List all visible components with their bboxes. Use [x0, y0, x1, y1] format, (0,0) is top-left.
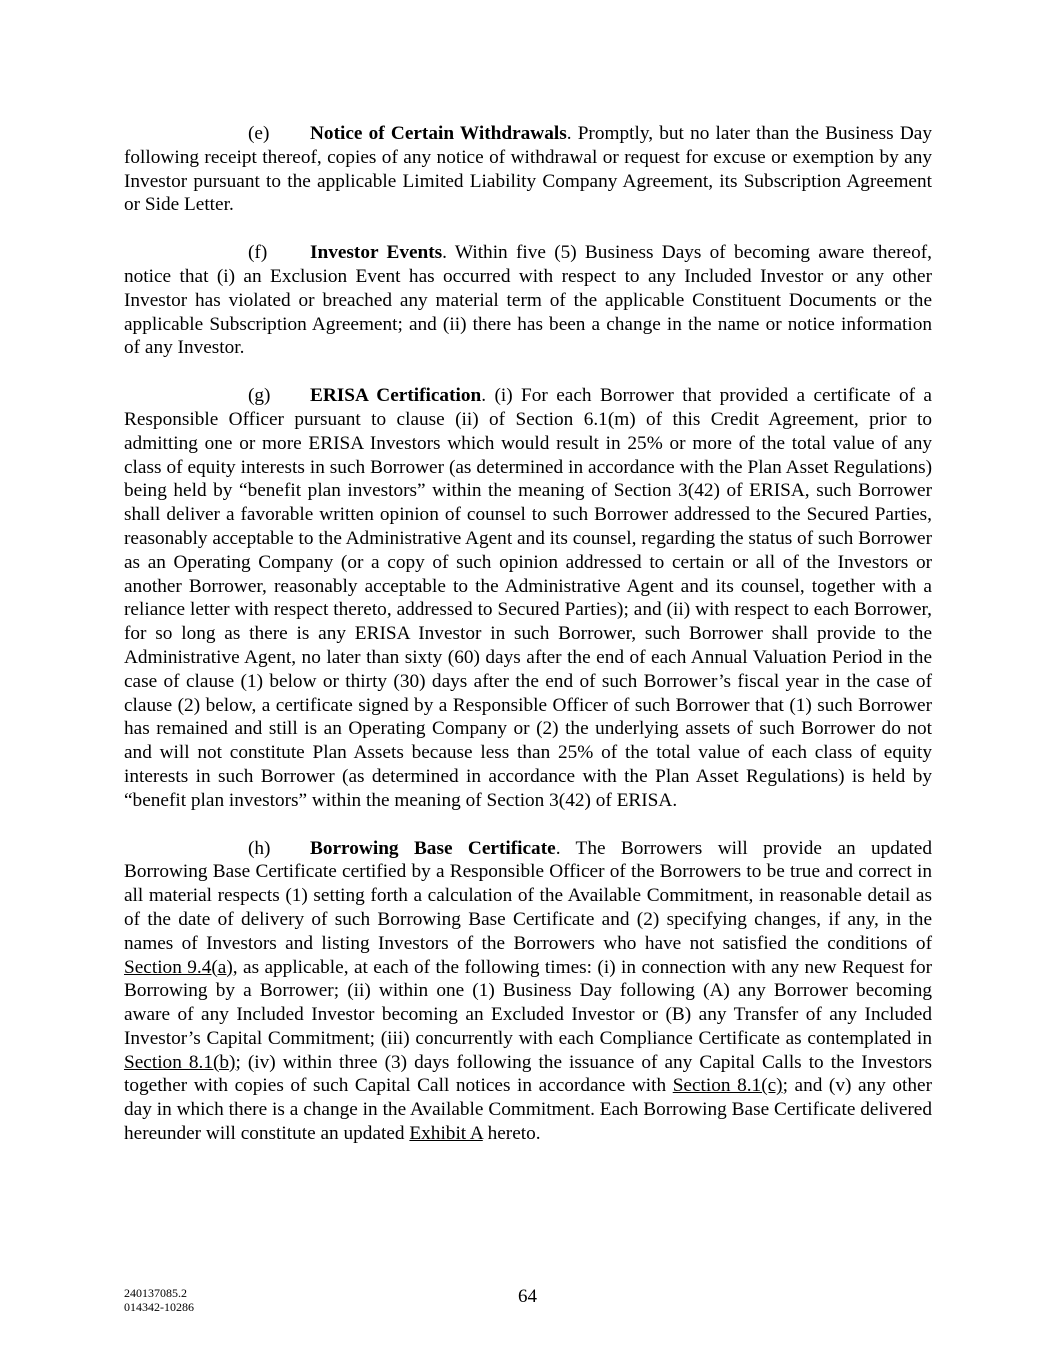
- paragraph-text: , as applicable, at each of the following times: (i) in connection with any new Request for Borrowing by a Borrower; (ii) within one (1) Business Day following (A) any Borrower becoming aware of any Included Investor becoming an Excluded Investor or (B) any Transfer of any Included Investor’s Capital Commitment; (iii) concurrently with each Compliance Certificate as contemplated in: [124, 956, 933, 1049]
- paragraph-e: [124, 122, 932, 217]
- paragraph-text: . Promptly, but no later than the Business Day following receipt thereof, copies of any notice of withdrawal or request for excuse or exemption by any Investor pursuant to the applicable Limited Liability Company Agreement, its Subscription Agreement or Side Letter.: [124, 123, 932, 216]
- section-8-1c-link[interactable]: Section 8.1(c): [672, 1075, 783, 1097]
- paragraph-h: [124, 837, 932, 1146]
- paragraph-letter: (h): [248, 837, 271, 859]
- paragraph-heading: Investor Events: [310, 242, 443, 264]
- doc-id-line-1: 240137085.2: [124, 1286, 187, 1300]
- paragraph-text: . The Borrowers will provide an updated Borrowing Base Certificate certified by a Responsible Officer of the Borrowers to be true and correct in all material respects (1) setting forth a calculation of the Available Commitment, in reasonable detail as of the date of delivery of such Borrowing Base Certificate and (2) specifying changes, if any, in the names of Investors and listing Investors of the Borrowers who have not satisfied the conditions of: [124, 837, 933, 954]
- section-8-1b-link[interactable]: Section 8.1(b): [124, 1051, 236, 1073]
- section-9-4a-link[interactable]: Section 9.4(a): [124, 956, 233, 978]
- paragraph-g: [124, 384, 932, 812]
- paragraph-heading: Borrowing Base Certificate: [310, 837, 556, 859]
- paragraph-f: [124, 241, 932, 360]
- paragraph-text: . Within five (5) Business Days of becoming aware thereof, notice that (i) an Exclusion Event has occurred with respect to any Included Investor or any other Investor has violated or breached any material term of the applicable Constituent Documents or the applicable Subscription Agreement; and (ii) there has been a change in the name or notice information of any Investor.: [124, 242, 932, 359]
- paragraph-text: . (i) For each Borrower that provided a certificate of a Responsible Officer pursuant to clause (ii) of Section 6.1(m) of this Credit Agreement, prior to admitting one or more ERISA Investors which would result in 25% or more of the total value of any class of equity interests in such Borrower (as determined in accordance with the Plan Asset Regulations) being held by “benefit plan investors” within the meaning of Section 3(42) of ERISA, such Borrower shall deliver a favorable written opinion of counsel to such Borrower addressed to the Secured Parties, reasonably acceptable to the Administrative Agent and its counsel, regarding the status of such Borrower as an Operating Company (or a copy of such opinion addressed to certain or all of the Investors or another Borrower, reasonably acceptable to the Administrative Agent and its counsel, together with a reliance letter with respect thereto, addressed to Secured Parties); and (ii) with respect to each Borrower, for so long as there is any ERISA Investor in such Borrower, such Borrower shall provide to the Administrative Agent, no later than sixty (60) days after the end of each Annual Valuation Period in the case of clause (1) below or thirty (30) days after the end of such Borrower’s fiscal year in the case of clause (2) below, a certificate signed by a Responsible Officer of such Borrower that (1) such Borrower has remained and still is an Operating Company or (2) the underlying assets of such Borrower do not and will not constitute Plan Assets because less than 25% of the total value of each class of equity interests in such Borrower (as determined in accordance with the Plan Asset Regulations) is held by “benefit plan investors” within the meaning of Section 3(42) of ERISA.: [124, 385, 932, 811]
- paragraph-text: ; and (v) any other day in which there is a change in the Available Commitment. Each Borrowing Base Certificate delivered hereunder will constitute an updated: [124, 1075, 932, 1145]
- paragraph-text: hereto.: [482, 1123, 541, 1145]
- exhibit-a-link[interactable]: Exhibit A: [409, 1123, 483, 1145]
- paragraph-letter: (e): [248, 123, 270, 144]
- document-body: [124, 122, 932, 1170]
- paragraph-text: ; (iv) within three (3) days following the issuance of any Capital Calls to the Investors together with copies of such Capital Call notices in accordance with: [124, 1051, 932, 1097]
- doc-id-line-2: 014342-10286: [124, 1300, 194, 1314]
- paragraph-heading: Notice of Certain Withdrawals: [310, 123, 567, 144]
- page-number: 64: [518, 1286, 537, 1307]
- paragraph-heading: ERISA Certification: [310, 385, 482, 407]
- paragraph-letter: (f): [248, 242, 268, 264]
- paragraph-letter: (g): [248, 385, 271, 407]
